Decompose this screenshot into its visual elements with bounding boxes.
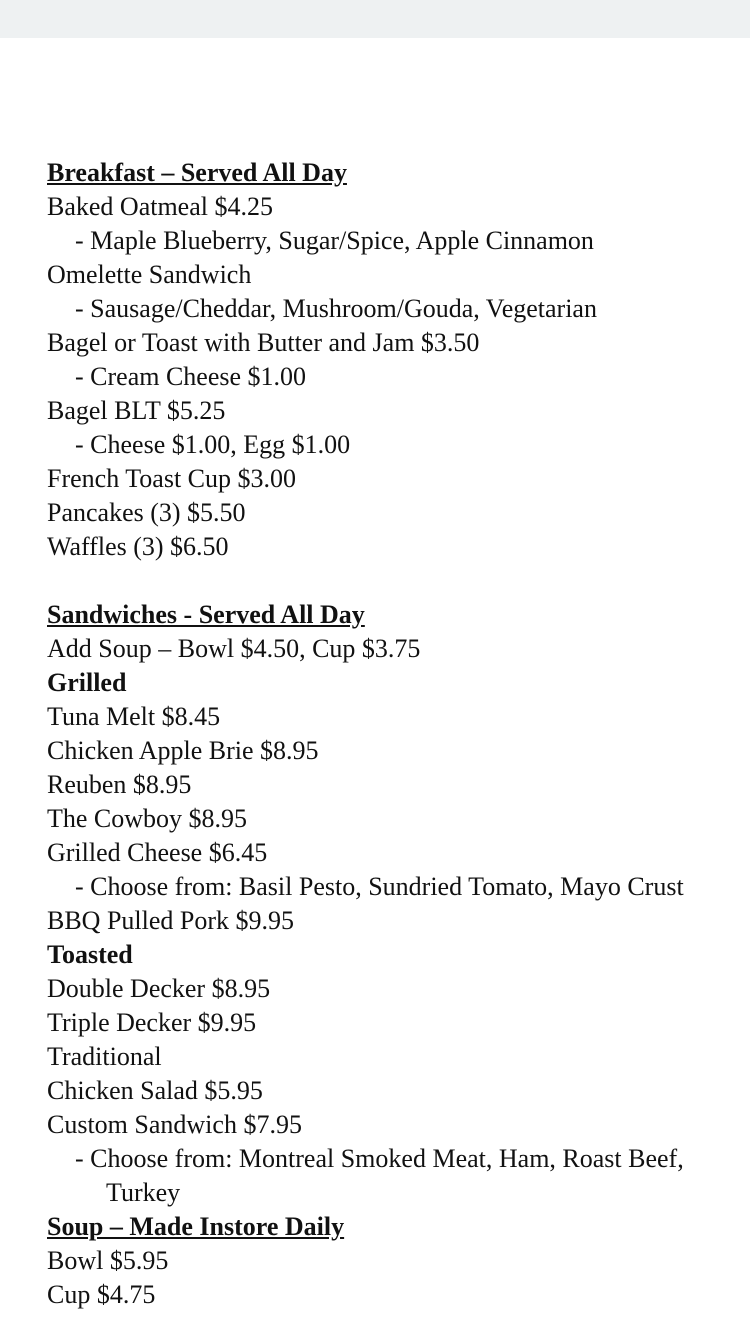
menu-item: BBQ Pulled Pork $9.95 — [47, 906, 295, 935]
menu-item: Chicken Salad $5.95 — [47, 1076, 263, 1105]
sandwiches-heading: Sandwiches - Served All Day — [47, 600, 365, 629]
menu-item: Cup $4.75 — [47, 1280, 156, 1309]
section-spacer — [47, 564, 750, 598]
menu-item: Bagel or Toast with Butter and Jam $3.50 — [47, 328, 480, 357]
menu-item: Grilled Cheese $6.45 — [47, 838, 268, 867]
menu-item: The Cowboy $8.95 — [47, 804, 248, 833]
menu-item: Waffles (3) $6.50 — [47, 532, 229, 561]
menu-item: Reuben $8.95 — [47, 770, 192, 799]
menu-item: Omelette Sandwich — [47, 260, 252, 289]
soup-heading: Soup – Made Instore Daily — [47, 1212, 345, 1241]
menu-item: French Toast Cup $3.00 — [47, 464, 297, 493]
grilled-subheading: Grilled — [47, 668, 127, 697]
toasted-subheading: Toasted — [47, 940, 133, 969]
menu-item-option: - Cheese $1.00, Egg $1.00 — [75, 430, 351, 459]
menu-item: Custom Sandwich $7.95 — [47, 1110, 302, 1139]
browser-top-bar — [0, 0, 750, 38]
menu-item-option: - Choose from: Montreal Smoked Meat, Ham, Roast Beef, — [75, 1144, 684, 1173]
menu-item-option-continued: Turkey — [106, 1178, 181, 1207]
menu-item: Pancakes (3) $5.50 — [47, 498, 246, 527]
menu-item: Baked Oatmeal $4.25 — [47, 192, 273, 221]
menu-item: Bagel BLT $5.25 — [47, 396, 226, 425]
add-soup-note: Add Soup – Bowl $4.50, Cup $3.75 — [47, 634, 421, 663]
menu-item-option: - Cream Cheese $1.00 — [75, 362, 307, 391]
menu-item: Triple Decker $9.95 — [47, 1008, 257, 1037]
menu-item: Bowl $5.95 — [47, 1246, 169, 1275]
menu-document — [47, 156, 750, 1312]
breakfast-heading: Breakfast – Served All Day — [47, 158, 347, 187]
menu-item-option: - Sausage/Cheddar, Mushroom/Gouda, Vegetarian — [75, 294, 597, 323]
menu-item: Chicken Apple Brie $8.95 — [47, 736, 319, 765]
menu-item-option: - Choose from: Basil Pesto, Sundried Tomato, Mayo Crust — [75, 872, 684, 901]
menu-item: Double Decker $8.95 — [47, 974, 271, 1003]
menu-item-option: - Maple Blueberry, Sugar/Spice, Apple Cinnamon — [75, 226, 594, 255]
menu-item: Tuna Melt $8.45 — [47, 702, 221, 731]
menu-item: Traditional — [47, 1042, 162, 1071]
